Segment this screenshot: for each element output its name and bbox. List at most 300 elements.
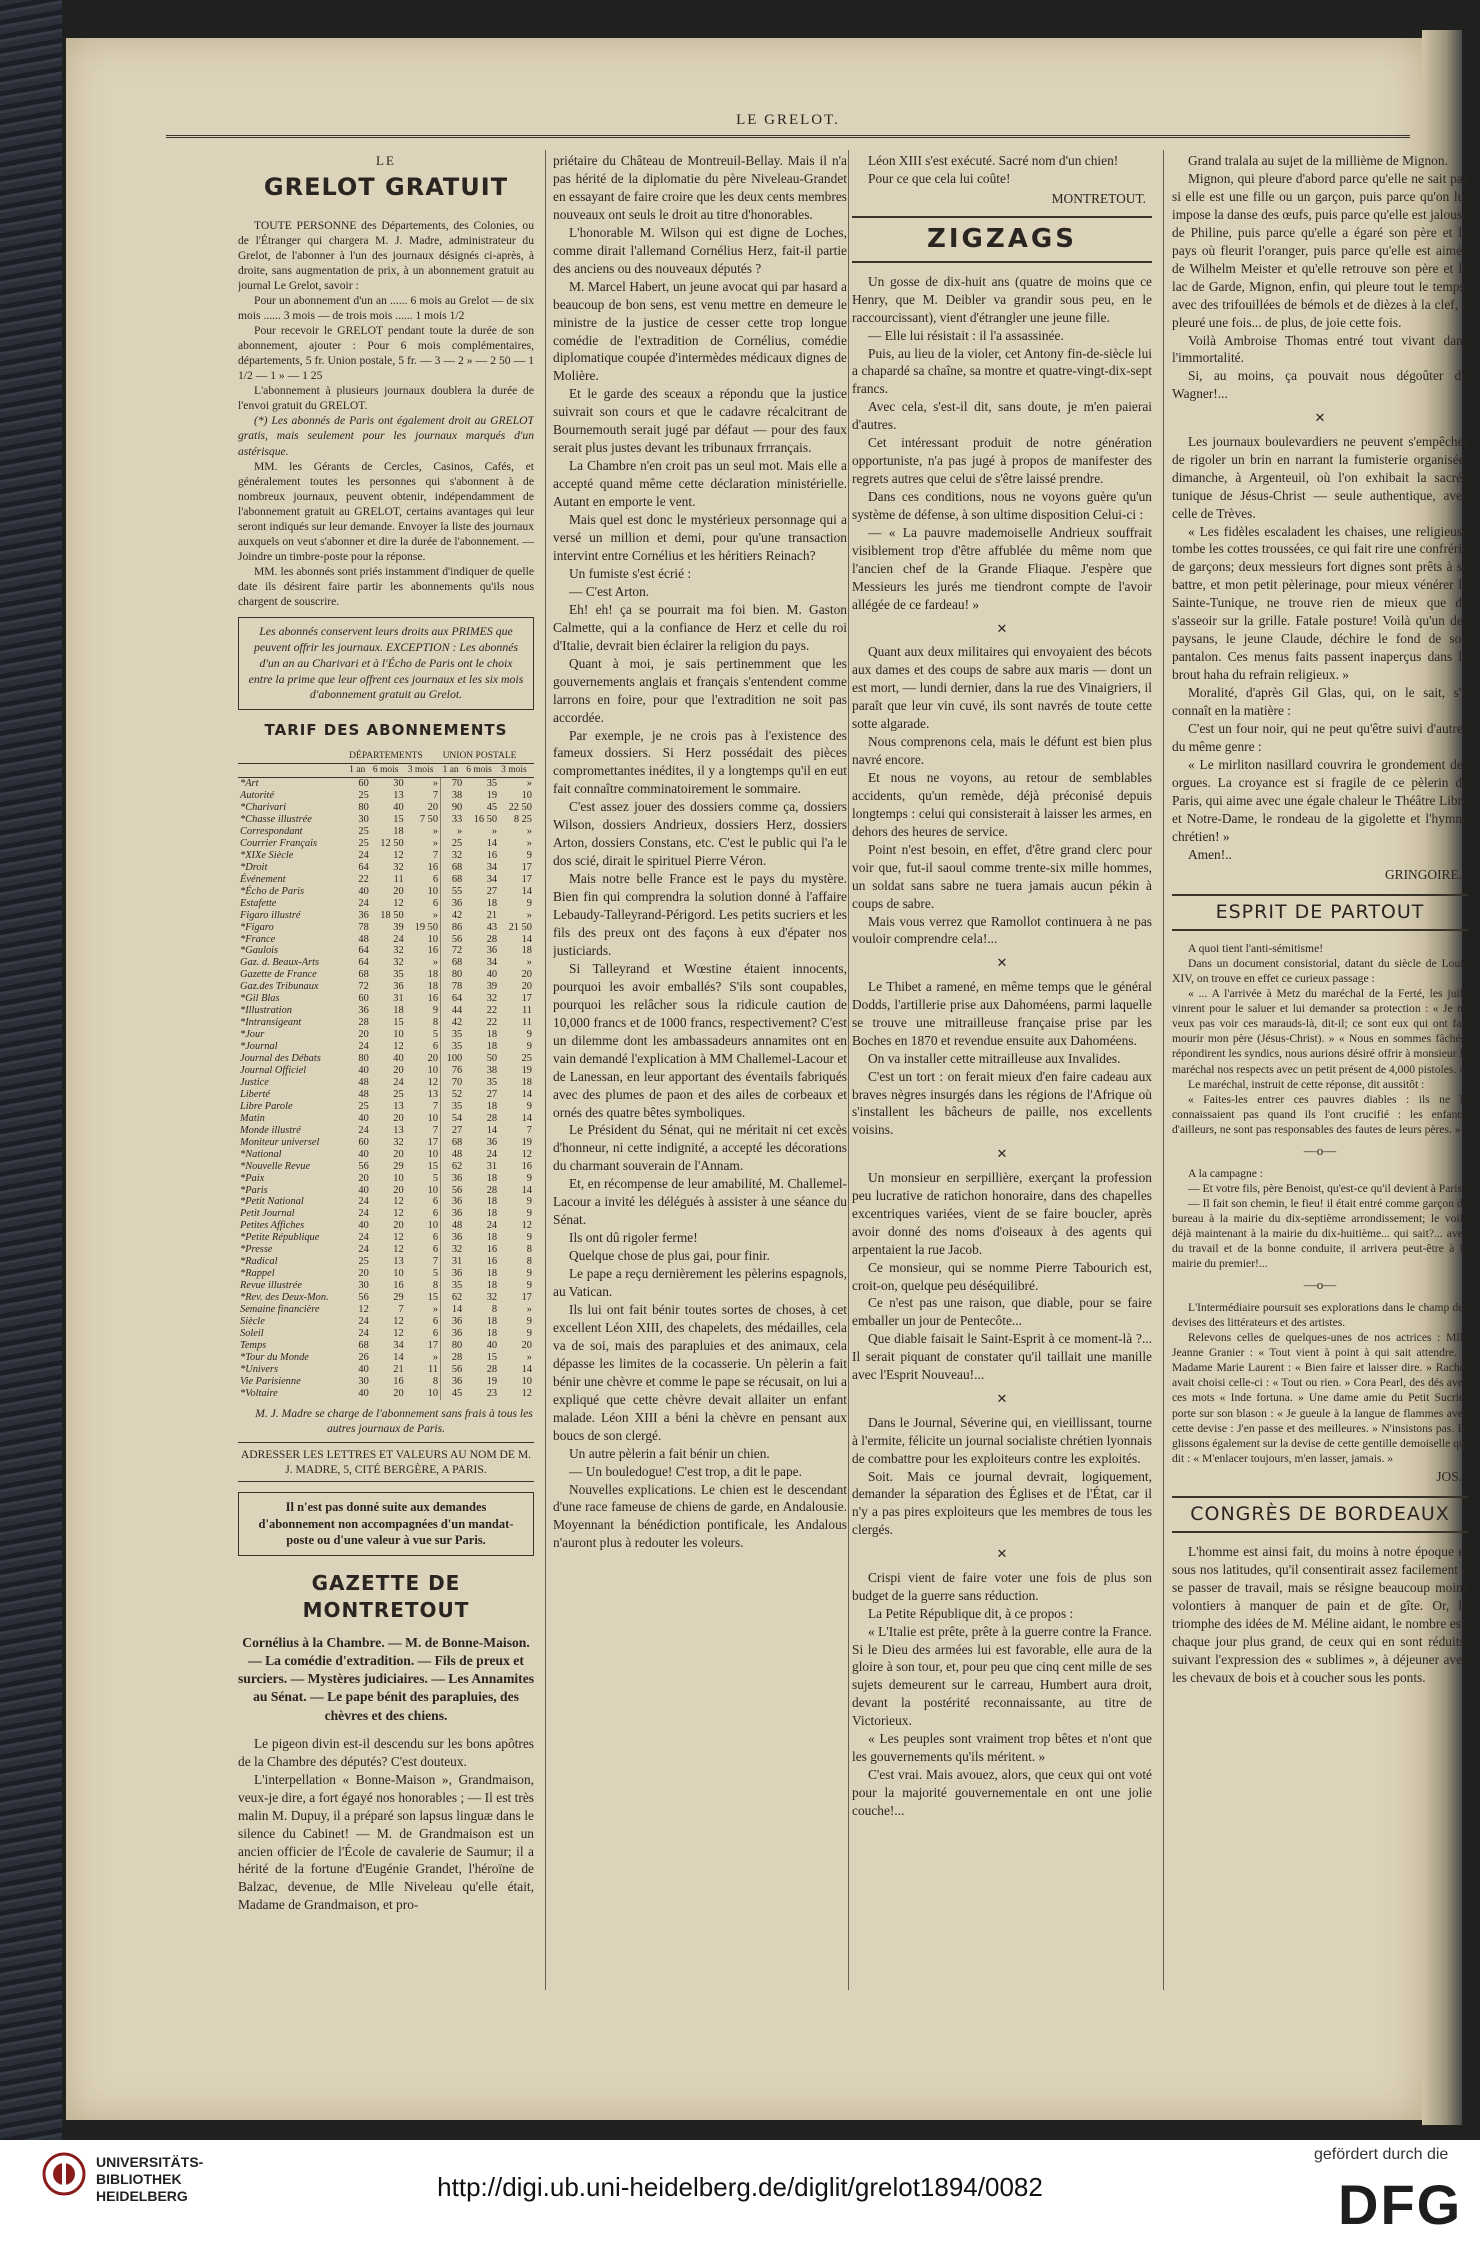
gazette-paragraph: Mais notre belle France est le pays du mystère. Bien fin qui comprendra la solution donné à l'affaire Lebaudy-Talleyrand-Périgord. Les petits sucriers et les fils des preux ont des façons à eux d'épater nos justiciards. <box>553 871 847 958</box>
tariff-price: 25 <box>521 1053 532 1065</box>
tariff-price: » <box>526 909 532 921</box>
tariff-price: 9 <box>526 1280 532 1292</box>
zigzags-paragraph: Ce monsieur, qui se nomme Pierre Tabourich est, croit-on, quelque peu déséquilibré. <box>852 1259 1152 1293</box>
tariff-price: 80 <box>441 1340 465 1352</box>
tariff-price: 10 <box>393 1172 404 1184</box>
tariff-price: 20 <box>393 1387 404 1399</box>
tariff-journal-name: *Art <box>240 778 259 790</box>
zigzags-paragraph: « Les peuples sont vraiment trop bêtes et n'ont que les gouvernements qu'ils méritent. » <box>852 1731 1152 1765</box>
zigzags-paragraph: Mignon, qui pleure d'abord parce qu'elle ne sait pas si elle est une fille ou un garçon, puis parce qu'on lui impose la danse des œufs, puis parce qu'elle est jalouse de Philine, puis parce qu'elle a égaré son père et le pays où fleurit l'oranger, puis parce qu'elle est aimée de Wilhelm Meister et qu'elle retrouve son père et le lac de Garde, Mignon, enfin, qui pleure tout le temps, avec des trifouillées de bémols et de dièzes à la clef, a pleuré une fois... de plus, de joie cette fois. <box>1172 170 1468 330</box>
tariff-price: 40 <box>486 969 498 981</box>
tariff-price: 10 <box>427 1184 439 1196</box>
zigzags-paragraph: La Petite République dit, à ce propos : <box>868 1605 1074 1621</box>
tariff-price: 34 <box>393 1339 404 1351</box>
tariff-price: 16 <box>486 1244 498 1256</box>
tariff-price: 20 <box>521 981 532 993</box>
tariff-price: 15 <box>393 1017 404 1029</box>
separator-cross: ✕ <box>996 620 1008 636</box>
tariff-body <box>238 778 534 1400</box>
tariff-price: 54 <box>441 1113 465 1125</box>
tariff-row <box>238 957 534 969</box>
tariff-price: » <box>432 825 439 837</box>
tariff-price: 35 <box>441 1029 465 1041</box>
tariff-price: 7 50 <box>419 813 439 825</box>
tariff-row <box>238 1041 534 1053</box>
separator-cross: ✕ <box>1314 410 1326 426</box>
tariff-price: 7 <box>432 849 439 861</box>
tariff-price: 25 <box>441 838 465 850</box>
tariff-price: 72 <box>358 981 369 993</box>
tariff-price: 18 <box>521 945 532 957</box>
tariff-price: 16 <box>427 993 439 1005</box>
tariff-price: » <box>526 1351 532 1363</box>
tariff-price: 15 <box>486 1351 498 1363</box>
gazette-paragraph: Et le garde des sceaux a répondu que la justice suivrait son cours et que le cadavre récalcitrant de Bournemouth serait jugé par défaut — pour des faux serait plus justes devant les tribunaux frrrançais. <box>553 386 847 456</box>
tariff-price: 14 <box>521 933 532 945</box>
tariff-journal-name: *Illustration <box>240 1005 292 1017</box>
tariff-price: 40 <box>393 802 404 814</box>
tariff-row <box>238 1292 534 1304</box>
tariff-price: 36 <box>358 1005 369 1017</box>
tariff-price: 31 <box>486 1160 498 1172</box>
separator-cross: ✕ <box>996 955 1008 971</box>
gazette-paragraph: La Chambre n'en croit pas un seul mot. Mais elle a accepté quand même cette déclaration ministérielle. Autant en emporte le vent. <box>553 458 847 510</box>
source-url-link[interactable]: http://digi.ub.uni-heidelberg.de/diglit/grelot1894/0082 <box>437 2172 1043 2202</box>
gazette-paragraph: Le pigeon divin est-il descendu sur les bons apôtres de la Chambre des députés? C'est douteux. <box>238 1735 534 1769</box>
library-line: HEIDELBERG <box>96 2187 188 2204</box>
tariff-row <box>238 862 534 874</box>
tariff-price: 10 <box>427 933 439 945</box>
tariff-price: 64 <box>358 957 369 969</box>
tariff-journal-name: Correspondant <box>240 825 303 837</box>
column-rule <box>848 150 849 1990</box>
tariff-row <box>238 1220 534 1232</box>
tariff-price: 19 <box>521 1064 532 1076</box>
tariff-price: » <box>432 957 439 969</box>
tariff-price: 12 <box>393 1041 404 1053</box>
tariff-price: 12 50 <box>380 837 404 849</box>
tariff-price: 42 <box>441 1017 465 1029</box>
tariff-price: 32 <box>486 993 498 1005</box>
gazette-paragraph: Mais quel est donc le mystérieux personnage qui a versé un million et demi, pour qu'une transaction intervint entre Cornélius et les héritiers Reinach? <box>553 512 847 563</box>
tariff-price: 43 <box>486 921 498 933</box>
tariff-price: 6 <box>432 1041 439 1053</box>
tariff-price: 64 <box>441 993 465 1005</box>
tariff-price: 18 <box>486 1041 498 1053</box>
gratuit-terms: Pour un abonnement d'un an ...... 6 mois au Grelot — de six mois ...... 3 mois — de trois mois ...... 1 mois 1/2 <box>238 293 534 322</box>
tariff-price: » <box>441 826 465 838</box>
tariff-price: 12 <box>393 1208 404 1220</box>
tariff-price: 20 <box>393 1064 404 1076</box>
tariff-price: 9 <box>526 1268 532 1280</box>
gazette-paragraph: — Un bouledogue! C'est trop, a dit le pape. <box>569 1463 802 1479</box>
tariff-price: » <box>526 957 532 969</box>
tariff-price: 80 <box>441 969 465 981</box>
tariff-price: 48 <box>441 1220 465 1232</box>
tariff-row <box>238 1304 534 1316</box>
tariff-price: 14 <box>521 1112 532 1124</box>
tariff-price: 18 <box>486 1232 498 1244</box>
tariff-price: 18 <box>486 1280 498 1292</box>
gazette-paragraph: L'honorable M. Wilson qui est digne de Loches, comme dirait l'allemand Cornélius Herz, fait-il partie des anciens ou des nouveaux députés ? <box>553 224 847 276</box>
tariff-price: 19 <box>486 790 498 802</box>
tariff-journal-name: *Journal <box>240 1041 278 1053</box>
tariff-journal-name: *Gaulois <box>240 945 279 957</box>
funding-note: gefördert durch die <box>1314 2146 1449 2163</box>
tariff-row <box>238 1196 534 1208</box>
esprit-paragraph: L'Intermédiaire poursuit ses explorations dans le champ des devises des littérateurs et des artistes. <box>1172 1301 1468 1330</box>
tariff-journal-name: *Univers <box>240 1363 279 1375</box>
tariff-price: 39 <box>486 981 498 993</box>
tariff-price: 10 <box>521 790 532 802</box>
tariff-row <box>238 1316 534 1328</box>
tariff-journal-name: Revue illustrée <box>240 1280 303 1292</box>
tariff-price: 8 25 <box>513 813 532 825</box>
zigzags-paragraph: « Les fidèles escaladent les chaises, une religieuse tombe les cottes troussées, ce qui fait rire une confrérie de garçons; deux messieurs fort dignes sont prêts à se battre, et mon petit pèlerinage, pour mieux vénérer la Sainte-Tunique, ne trouve rien de mieux que de s'asseoir sur la grille. Fatale posture! Voilà qu'un des paysans, le jeune Claude, déchire le fond de son pantalon. Ces menus faits passent inaperçus dans le brout haha du refrain religieux. » <box>1172 523 1468 683</box>
tariff-row <box>238 1065 534 1077</box>
tariff-price: 48 <box>441 1149 465 1161</box>
tariff-price: 38 <box>486 1064 498 1076</box>
tariff-row <box>238 1208 534 1220</box>
tariff-header-row <box>238 764 534 778</box>
tariff-journal-name: *Voltaire <box>240 1387 278 1399</box>
zigzags-paragraph: Un gosse de dix-huit ans (quatre de moins que ce Henry, que M. Deibler va grandir sous peu, en le raccourcissant), vient d'étrangler une jeune fille. <box>852 273 1152 325</box>
tariff-price: 9 <box>526 1316 532 1327</box>
gazette-title: GAZETTE DE MONTRETOUT <box>302 1571 470 1622</box>
tariff-price: » <box>526 837 532 849</box>
tariff-price: 78 <box>441 981 465 993</box>
tariff-price: 20 <box>393 1112 404 1124</box>
tariff-journal-name: *Petite République <box>240 1232 320 1244</box>
tariff-price: 11 <box>521 1005 532 1017</box>
tariff-journal-name: Petit Journal <box>240 1208 295 1220</box>
zigzags-paragraph: Dans ces conditions, nous ne voyons guère qu'un système de défense, à son ultime disposition Celui-ci : <box>852 489 1152 523</box>
tariff-price: 100 <box>441 1053 465 1065</box>
separator-o: —o— <box>1303 1277 1337 1293</box>
tariff-price: 9 <box>526 1196 532 1208</box>
tariff-price: 27 <box>486 885 498 897</box>
gazette-paragraph: C'est assez jouer des dossiers comme ça, dossiers Wilson, dossiers Andrieux, dossiers Herz, dossiers Arton, dossiers Constans, etc. C'est le public qui l'a le dos scié, dirait le spirituel Pierre Véron. <box>553 799 847 869</box>
gazette-paragraph: Pour ce que cela lui coûte! <box>868 170 1011 186</box>
tariff-price: 5 <box>432 1172 439 1184</box>
tariff-journal-name: *Écho de Paris <box>240 885 305 897</box>
tariff-price: 50 <box>486 1053 498 1065</box>
tariff-price: 40 <box>358 885 369 897</box>
tariff-price: 18 <box>486 1100 498 1112</box>
gazette-paragraph: M. Marcel Habert, un jeune avocat qui par hasard a beaucoup de bon sens, est venu mettre en demeure le ministre de la justice de cesser cette trop longue comédie de l'extradition de Cornélius, comédie diplomatique coupée d'intermèdes médicaux dignes de Molière. <box>553 278 847 384</box>
tariff-price: 15 <box>427 1292 439 1304</box>
tariff-price: 31 <box>393 993 404 1005</box>
tariff-price: 35 <box>393 969 404 981</box>
tariff-price: 68 <box>441 862 465 874</box>
zigzags-paragraph: Quant aux deux militaires qui envoyaient des bécots aux dames et des coups de sabre aux maris — dont un est mort, — lundi dernier, dans la rue des Vinaigriers, il paraît que leur vin cuvé, ils sont navrés de toute cette sotte algarade. <box>852 644 1152 732</box>
tariff-row <box>238 922 534 934</box>
gazette-paragraph: Nouvelles explications. Le chien est le descendant d'une race fameuse de chiens de garde, en Andalousie. Moyennant la bénédiction pontificale, les Andalous n'auront plus à redouter les voleurs. <box>553 1481 847 1551</box>
tariff-price: 62 <box>441 1161 465 1173</box>
tariff-price: 29 <box>393 1292 404 1304</box>
tariff-price: 7 <box>432 1256 439 1268</box>
tariff-price: 48 <box>358 1088 369 1100</box>
gazette-paragraph: Le pape a reçu dernièrement les pèlerins espagnols, au Vatican. <box>553 1266 847 1300</box>
tariff-journal-name: Petites Affiches <box>240 1220 305 1232</box>
tariff-price: 70 <box>441 1077 465 1089</box>
tariff-price: 52 <box>441 1089 465 1101</box>
column-rule <box>545 150 546 1990</box>
tariff-price: 6 <box>432 1232 439 1244</box>
tariff-price: 17 <box>427 1136 439 1148</box>
tariff-price: 12 <box>393 849 404 861</box>
tariff-price: 31 <box>441 1256 465 1268</box>
tariff-price: 35 <box>441 1280 465 1292</box>
tariff-price: 48 <box>358 1076 369 1088</box>
separator-cross: ✕ <box>996 1546 1008 1562</box>
gazette-paragraph: Par exemple, je ne crois pas à l'existence des fameux dossiers. Si Herz possédait des pièces compromettantes inédites, il y a longtemps qu'il en eut fait connaître comminatoirement le sommaire. <box>553 727 847 797</box>
tariff-journal-name: *Paix <box>240 1172 265 1184</box>
tariff-price: 20 <box>358 1172 369 1184</box>
tariff-price: 24 <box>358 897 369 909</box>
tariff-price: 18 <box>393 1005 404 1017</box>
zigzags-paragraph: Un monsieur en serpillière, exerçant la profession peu lucrative de ratichon honoraire, dans des chapelles excentriques variées, vient de se faire boucler, après avoir donné des noms d'oiseaux à des agents qui arpentaient la rue Jacob. <box>852 1169 1152 1257</box>
tariff-price: 35 <box>441 1041 465 1053</box>
tariff-price: 21 <box>486 909 498 921</box>
tariff-price: 36 <box>441 1173 465 1185</box>
tariff-price: 24 <box>393 933 404 945</box>
tariff-price: 35 <box>486 1076 498 1088</box>
tariff-price: 24 <box>358 1196 369 1208</box>
tariff-price: 24 <box>486 1220 498 1232</box>
column-4 <box>1172 152 1468 1997</box>
tariff-price: 12 <box>521 1387 532 1399</box>
tariff-price: 32 <box>486 1292 498 1304</box>
tariff-price: 15 <box>393 813 404 825</box>
tariff-price: 70 <box>441 778 465 790</box>
tariff-column-header: 1 an <box>347 764 371 778</box>
esprit-paragraph: « Faites-les entrer ces pauvres diables : ils ne le connaissaient pas quand ils l'ont crucifié : les enfants, d'ailleurs, ne sont pas responsables des fautes de leurs pères. » <box>1172 1092 1468 1136</box>
tariff-price: 6 <box>432 1316 439 1327</box>
tariff-row <box>238 1185 534 1197</box>
tariff-price: 17 <box>427 1339 439 1351</box>
tariff-price: 13 <box>393 1100 404 1112</box>
tariff-price: 56 <box>358 1292 369 1304</box>
zigzags-paragraph: Nous comprenons cela, mais le défunt est bien plus navré encore. <box>852 733 1152 767</box>
tariff-price: 7 <box>432 790 439 802</box>
tariff-price: 38 <box>441 790 465 802</box>
tariff-table <box>238 750 534 1399</box>
tariff-price: 27 <box>441 1125 465 1137</box>
tariff-price: 14 <box>441 1304 465 1316</box>
zigzags-paragraph: Les journaux boulevardiers ne peuvent s'empêcher de rigoler un brin en narrant la fumisterie organisée, dimanche, à Argenteuil, où l'on exhibait la sacrée tunique de Jésus-Christ — seule authentique, avec celle de Trèves. <box>1172 433 1468 521</box>
tariff-price: 13 <box>427 1088 439 1100</box>
separator-cross: ✕ <box>996 1146 1008 1162</box>
zigzags-paragraph: Si, au moins, ça pouvait nous dégoûter du Wagner!... <box>1172 368 1468 402</box>
esprit-paragraph: — Et votre fils, père Benoist, qu'est-ce qu'il devient à Paris? <box>1188 1181 1468 1195</box>
tariff-price: 36 <box>486 945 498 957</box>
zigzags-paragraph: « Le mirliton nasillard couvrira le grondement des orgues. La croyance est si fragile de ce pèlerin de Paris, qui aime avec une égale chaleur le Théâtre Libre et Notre-Dame, le rondeau de la gigolette et l'hymne chrétien! » <box>1172 756 1468 844</box>
tariff-journal-name: Justice <box>240 1076 269 1088</box>
tariff-price: 56 <box>441 1185 465 1197</box>
tariff-price: 32 <box>441 1244 465 1256</box>
tariff-price: 28 <box>486 933 498 945</box>
tariff-price: 86 <box>441 922 465 934</box>
tariff-price: 30 <box>393 778 404 790</box>
tariff-price: 40 <box>358 1220 369 1232</box>
gazette-paragraph: — C'est Arton. <box>569 583 650 599</box>
tariff-price: 22 50 <box>508 802 532 814</box>
zigzags-paragraph: Soit. Mais ce journal devrait, logiquement, demander la séparation des Églises et de l'État, car il n'y a pas pires exploiteurs que les membres de tous les clergés. <box>852 1468 1152 1538</box>
tariff-price: 28 <box>358 1017 369 1029</box>
zigzags-paragraph: Puis, au lieu de la violer, cet Antony fin-de-siècle lui a chapardé sa chaîne, sa montre et quatre-vingt-dix-sept francs. <box>852 345 1152 397</box>
tariff-price: 28 <box>441 1352 465 1364</box>
tariff-journal-name: Autorité <box>240 790 275 802</box>
tariff-price: 32 <box>393 1136 404 1148</box>
tariff-price: 11 <box>428 1363 439 1375</box>
tariff-price: 10 <box>521 1375 532 1387</box>
tariff-journal-name: *Nouvelle Revue <box>240 1160 311 1172</box>
tariff-price: 36 <box>486 1136 498 1148</box>
tariff-row <box>238 910 534 922</box>
tariff-price: 14 <box>521 1184 532 1196</box>
tariff-price: 13 <box>393 1124 404 1136</box>
tariff-journal-name: *XIXe Siècle <box>240 849 294 861</box>
tariff-price: 27 <box>486 1088 498 1100</box>
esprit-paragraph: A quoi tient l'anti-sémitisme! <box>1188 942 1324 956</box>
book-binding <box>0 0 62 2140</box>
tariff-row <box>238 1137 534 1149</box>
library-line: BIBLIOTHEK <box>96 2170 182 2187</box>
zigzags-paragraph: — Elle lui résistait : il l'a assassinée. <box>868 327 1064 343</box>
tariff-price: 20 <box>393 1148 404 1160</box>
tariff-row <box>238 1149 534 1161</box>
tariff-price: 7 <box>526 1124 532 1136</box>
tariff-price: 8 <box>432 1375 439 1387</box>
tariff-price: 9 <box>526 1041 532 1053</box>
tariff-price: 18 <box>486 1029 498 1041</box>
tariff-price: 25 <box>358 790 369 802</box>
tariff-price: 17 <box>521 861 532 873</box>
tariff-price: 7 <box>432 1124 439 1136</box>
gazette-paragraph: Un fumiste s'est écrié : <box>569 565 692 581</box>
tariff-price: 19 50 <box>414 921 439 933</box>
zigzags-paragraph: C'est un tort : on ferait mieux d'en faire cadeau aux braves nègres insurgés dans les régions de l'Afrique où s'installent les bâcheurs de paille, nos excellents voisins. <box>852 1068 1152 1138</box>
tariff-price: 16 50 <box>473 813 498 825</box>
tariff-price: 6 <box>432 1327 439 1339</box>
tariff-price: 5 <box>432 1268 439 1280</box>
tariff-price: 40 <box>358 1363 369 1375</box>
tariff-price: 19 <box>486 1375 498 1387</box>
tariff-note: M. J. Madre se charge de l'abonnement sans frais à tous les autres journaux de Paris. <box>255 1406 533 1435</box>
esprit-title: ESPRIT DE PARTOUT <box>1172 894 1468 931</box>
tariff-price: 18 <box>521 1076 532 1088</box>
tariff-price: 18 <box>393 825 404 837</box>
tariff-price: 10 <box>427 885 439 897</box>
tariff-price: 16 <box>521 1160 532 1172</box>
tariff-price: 9 <box>526 1232 532 1244</box>
tariff-column-header: 3 mois <box>406 764 441 778</box>
tariff-row <box>238 969 534 981</box>
tariff-price: 9 <box>526 897 532 909</box>
tariff-price: 12 <box>393 1232 404 1244</box>
tariff-row <box>238 1173 534 1185</box>
esprit-paragraph: Le maréchal, instruit de cette réponse, dit aussitôt : <box>1188 1077 1425 1091</box>
gazette-paragraph: priétaire du Château de Montreuil-Bellay. Mais il n'a pas hérité de la diplomatie du père Niveleau-Grandet en essayant de faire croire que les deux cents membres nouveaux ont seuls le droit au titre d'honorables. <box>553 153 847 222</box>
tariff-price: 8 <box>491 1304 498 1316</box>
tariff-price: 34 <box>486 957 498 969</box>
tariff-price: 48 <box>358 933 369 945</box>
gazette-paragraph: Eh! eh! ça se pourrait ma foi bien. M. Gaston Calmette, qui a la confiance de Herz et celle du roi d'Italie, devrait bien éclairer la religion du pays. <box>553 601 847 653</box>
tariff-journal-name: *Rev. des Deux-Mon. <box>240 1292 329 1304</box>
primes-box: Les abonnés conservent leurs droits aux PRIMES que peuvent offrir les journaux. EXCEPTION : Les abonnés d'un an au Charivari et à l'Écho de Paris ont le choix entre la prime que leur offrent ces journaux et les six mois d'abonnement gratuit au Grelot. <box>238 617 534 710</box>
tariff-journal-name: Vie Parisienne <box>240 1375 301 1387</box>
tariff-row <box>238 814 534 826</box>
tariff-price: 24 <box>358 1244 369 1256</box>
zigzags-paragraph: Et nous ne voyons, au retour de semblables accidents, qu'un remède, déjà préconisé depuis longtemps : celui qui consisterait à laisser les armes, en dehors des heures de service. <box>852 769 1152 839</box>
tariff-price: 18 <box>486 897 498 909</box>
tariff-journal-name: *Radical <box>240 1256 278 1268</box>
tariff-price: 62 <box>441 1292 465 1304</box>
tariff-price: 36 <box>441 1208 465 1220</box>
zigzags-paragraph: Point n'est besoin, en effet, d'être grand clerc pour voir que, fut-il saoul comme trente-six mille hommes, un soldat sans sabre ne tuera jamais aucun pékin à coups de sabre. <box>852 841 1152 911</box>
column-3 <box>852 152 1152 1997</box>
gratuit-renew: Pour recevoir le GRELOT pendant toute la durée de son abonnement, ajouter : Pour 6 mois complémentaires, départements, 5 fr. Union postale, 5 fr. — 3 — 2 » — 2 50 — 1 1/2 — 1 » — 1 25 <box>238 324 534 383</box>
tariff-journal-name: *Paris <box>240 1184 268 1196</box>
tariff-price: 45 <box>486 802 498 814</box>
tariff-row <box>238 1376 534 1388</box>
tariff-price: 20 <box>393 1184 404 1196</box>
tariff-price: 12 <box>393 897 404 909</box>
tariff-price: 30 <box>358 813 369 825</box>
tariff-row <box>238 1077 534 1089</box>
gratuit-kicker: LE <box>376 153 396 168</box>
gazette-lead: Cornélius à la Chambre. — M. de Bonne-Maison. — La comédie d'extradition. — Fils de preux et surciers. — Mystères judiciaires. — Les Annamites au Sénat. — Le pape bénit des parapluies, des chèvres et des chiens. <box>238 1634 534 1723</box>
tariff-price: » <box>491 825 498 837</box>
tariff-price: 26 <box>358 1351 369 1363</box>
zigzags-paragraph: Crispi vient de faire voter une fois de plus son budget de la guerre sans réduction. <box>852 1569 1152 1603</box>
zigzags-title: ZIGZAGS <box>852 216 1152 263</box>
tariff-price: 13 <box>393 790 404 802</box>
tariff-price: 90 <box>441 802 465 814</box>
column-rule <box>1163 150 1164 1990</box>
tariff-row <box>238 993 534 1005</box>
tariff-row <box>238 790 534 802</box>
tariff-price: 9 <box>526 1208 532 1220</box>
zigzags-paragraph: Le Thibet a ramené, en même temps que le général Dodds, l'artillerie prise aux Dahoméens, parmi laquelle se trouve une mitrailleuse française prise par les Boches en 1870 et revendue ensuite aux Dahoméens. <box>852 978 1152 1048</box>
tariff-price: 12 <box>393 1196 404 1208</box>
tariff-journal-name: Monde illustré <box>240 1124 301 1136</box>
tariff-price: 34 <box>486 873 498 885</box>
zigzags-paragraph: Dans le Journal, Séverine qui, en vieillissant, tourne à l'ermite, félicite un journal socialiste chrétien lyonnais de combattre pour les exploiteurs contre les exploités. <box>852 1414 1152 1466</box>
tariff-price: 17 <box>521 1292 532 1304</box>
zigzags-paragraph: Amen!.. <box>1188 846 1232 862</box>
tariff-price: 33 <box>441 814 465 826</box>
signature-jos: JOS. <box>1436 1468 1462 1484</box>
tariff-price: 9 <box>432 1005 439 1017</box>
tariff-price: 40 <box>393 1053 404 1065</box>
tariff-price: 25 <box>358 837 369 849</box>
tariff-price: 64 <box>358 861 369 873</box>
tariff-row <box>238 898 534 910</box>
tariff-price: 40 <box>358 1387 369 1399</box>
tariff-price: 42 <box>441 910 465 922</box>
tariff-journal-name: *Chasse illustrée <box>240 813 312 825</box>
zigzags-paragraph: C'est un four noir, qui ne peut qu'être suivi d'autres du même genre : <box>1172 721 1468 754</box>
tariff-journal-name: Temps <box>240 1339 267 1351</box>
tariff-journal-name: Journal Officiel <box>240 1064 307 1076</box>
tariff-price: 24 <box>486 1148 498 1160</box>
tariff-price: 36 <box>441 1232 465 1244</box>
tariff-price: 36 <box>441 1196 465 1208</box>
tariff-price: 18 50 <box>380 909 404 921</box>
tariff-price: 80 <box>358 1053 369 1065</box>
